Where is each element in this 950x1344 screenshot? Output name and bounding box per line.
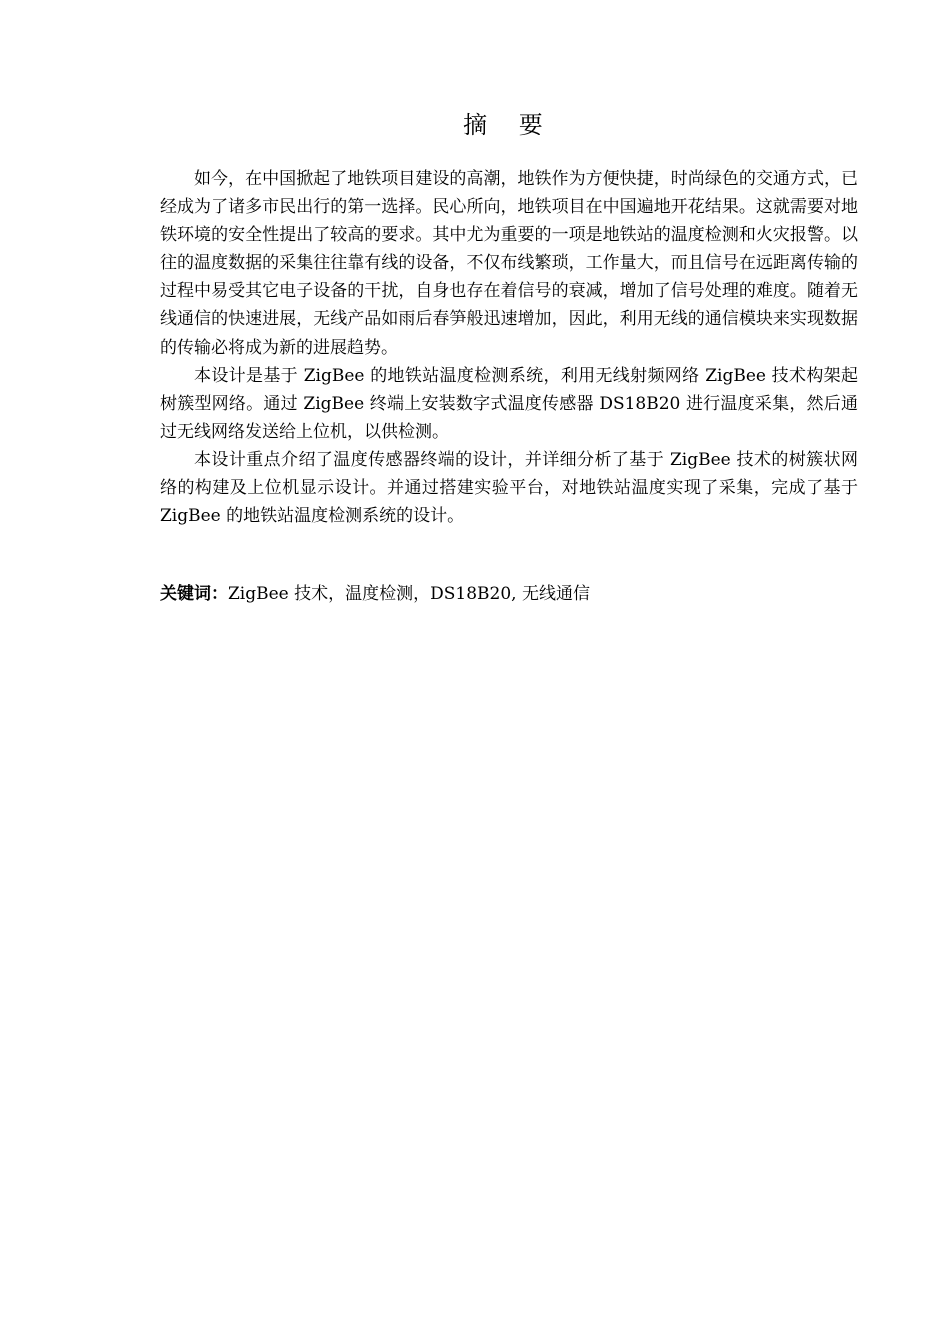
abstract-paragraph-2: 本设计是基于 ZigBee 的地铁站温度检测系统，利用无线射频网络 ZigBee 技术构架起树簇型网络。通过 ZigBee 终端上安装数字式温度传感器 DS18B20 进行温度采集，然后通过无线网络发送给上位机，以供检测。: [160, 365, 858, 442]
abstract-title: 摘 要: [463, 111, 555, 139]
abstract-body: [160, 165, 858, 530]
abstract-paragraph-1: 如今，在中国掀起了地铁项目建设的高潮，地铁作为方便快捷，时尚绿色的交通方式，已经成为了诸多市民出行的第一选择。民心所向，地铁项目在中国遍地开花结果。这就需要对地铁环境的安全性提出了较高的要求。其中尤为重要的一项是地铁站的温度检测和火灾报警。以往的温度数据的采集往往靠有线的设备，不仅布线繁琐，工作量大，而且信号在远距离传输的过程中易受其它电子设备的干扰，自身也存在着信号的衰减，增加了信号处理的难度。随着无线通信的快速进展，无线产品如雨后春笋般迅速增加，因此，利用无线的通信模块来实现数据的传输必将成为新的进展趋势。: [160, 169, 858, 358]
keywords-value: ZigBee 技术，温度检测，DS18B20, 无线通信: [228, 584, 590, 604]
keywords-label: 关键词：: [160, 584, 228, 604]
abstract-paragraph-3: 本设计重点介绍了温度传感器终端的设计，并详细分析了基于 ZigBee 技术的树簇状网络的构建及上位机显示设计。并通过搭建实验平台，对地铁站温度实现了采集，完成了基于 ZigBee 的地铁站温度检测系统的设计。: [160, 449, 858, 527]
keywords-line: [160, 580, 858, 608]
